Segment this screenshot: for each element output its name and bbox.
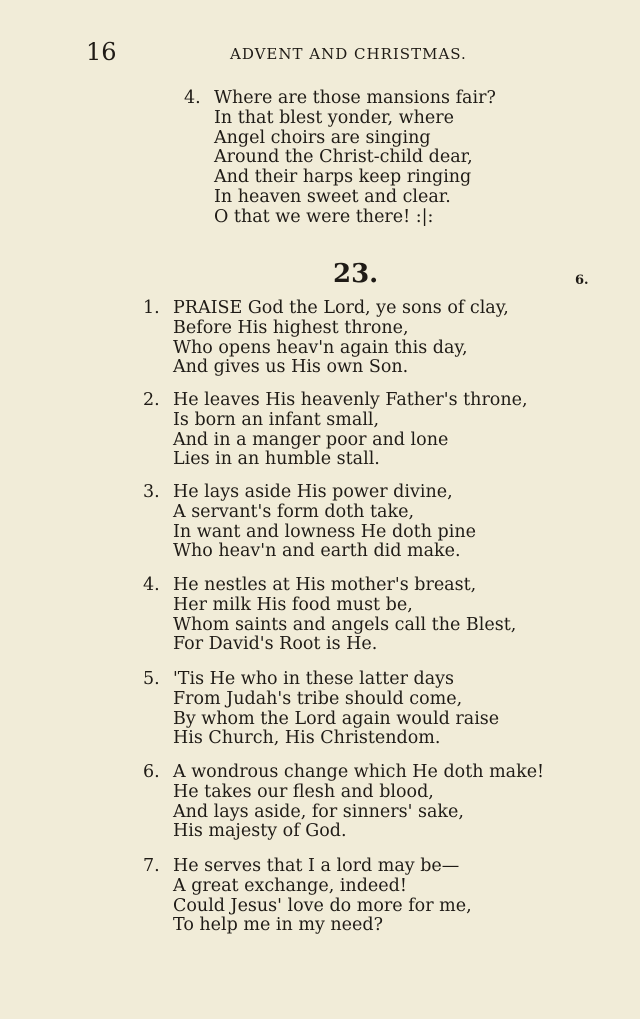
- stanza-number: 2.: [143, 390, 160, 410]
- stanza-6: 6. A wondrous change which He doth make! He takes our flesh and blood, And lays aside, for sinners' sake, His majesty of God.: [143, 762, 545, 842]
- stanza-number: 7.: [143, 856, 160, 876]
- stanza-3: 3. He lays aside His power divine, A servant's form doth take, In want and lowness He doth pine Who heav'n and earth did make.: [143, 482, 476, 562]
- stanza-number: 4.: [143, 575, 160, 595]
- prev-hymn-stanza: [184, 89, 496, 228]
- hymn-meter: 6.: [575, 273, 589, 288]
- stanza-7: 7. He serves that I a lord may be— A great exchange, indeed! Could Jesus' love do more for me, To help me in my need?: [143, 856, 472, 936]
- stanza-line: 4. Where are those mansions fair?: [184, 88, 496, 108]
- stanza-number: 6.: [143, 762, 160, 782]
- stanza-number: 4.: [184, 88, 201, 108]
- stanza-line: In that blest yonder, where: [214, 107, 454, 128]
- page-number: 16: [86, 38, 117, 66]
- stanza-line: O that we were there! :|:: [214, 206, 434, 227]
- stanza-5: 5. 'Tis He who in these latter days From Judah's tribe should come, By whom the Lord again would raise His Church, His Christendom.: [143, 669, 500, 749]
- hymn-number: 23.: [333, 259, 379, 289]
- stanza-line: In heaven sweet and clear.: [214, 186, 451, 207]
- running-head: ADVENT AND CHRISTMAS.: [230, 45, 467, 63]
- stanza-number: 1.: [143, 298, 160, 318]
- stanza-4: 4. He nestles at His mother's breast, Her milk His food must be, Whom saints and angels call the Blest, For David's Root is He.: [143, 575, 517, 655]
- stanza-1: 1. PRAISE God the Lord, ye sons of clay, Before His highest throne, Who opens heav'n again this day, And gives us His own Son.: [143, 298, 509, 378]
- stanza-line: Angel choirs are singing: [214, 127, 431, 148]
- stanza-line: And their harps keep ringing: [214, 167, 472, 188]
- stanza-number: 5.: [143, 669, 160, 689]
- stanza-line: Around the Christ-child dear,: [214, 147, 473, 168]
- stanza-number: 3.: [143, 482, 160, 502]
- stanza-2: 2. He leaves His heavenly Father's throne, Is born an infant small, And in a manger poor and lone Lies in an humble stall.: [143, 390, 528, 470]
